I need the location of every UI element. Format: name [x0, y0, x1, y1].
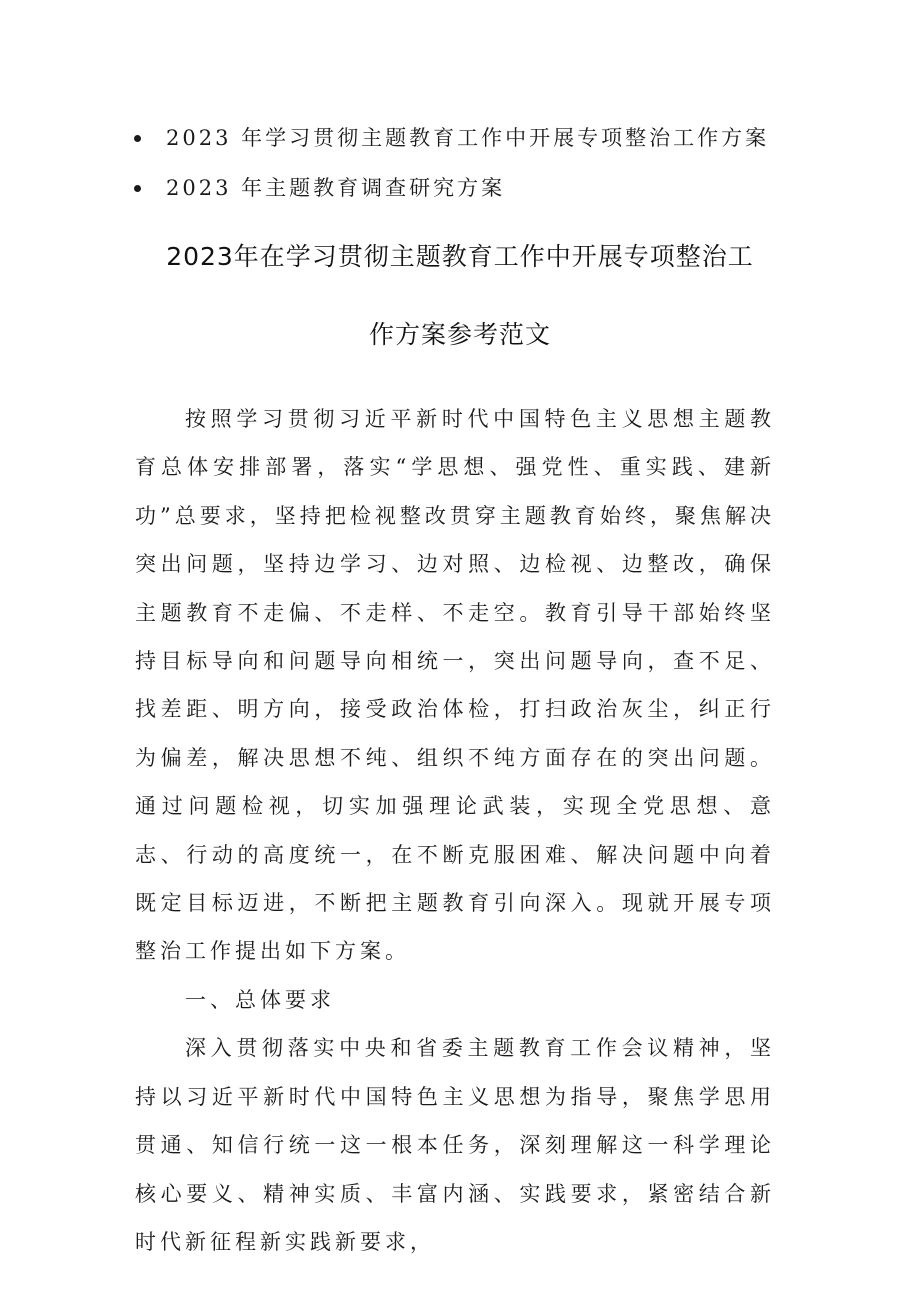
document-title-line-2: 作方案参考范文	[368, 320, 551, 349]
related-document-item[interactable]	[134, 168, 834, 218]
related-documents-list	[134, 118, 834, 218]
intro-paragraph: 按照学习贯彻习近平新时代中国特色主义思想主题教育总体安排部署，落实“学思想、强党性、重实践、建新功”总要求，坚持把检视整改贯穿主题教育始终，聚焦解决突出问题，坚持边学习、边对照、边检视、边整改，确保主题教育不走偏、不走样、不走空。教育引导干部始终坚持目标导向和问题导向相统一，突出问题导向，查不足、找差距、明方向，接受政治体检，打扫政治灰尘，纠正行为偏差，解决思想不纯、组织不纯方面存在的突出问题。通过问题检视，切实加强理论武装，实现全党思想、意志、行动的高度统一，在不断克服困难、解决问题中向着既定目标迈进，不断把主题教育引向深入。现就开展专项整治工作提出如下方案。	[135, 407, 775, 964]
related-document-item[interactable]	[134, 118, 834, 168]
related-document-label[interactable]: 2023 年主题教育调查研究方案	[166, 176, 506, 200]
body-paragraph: 深入贯彻落实中央和省委主题教育工作会议精神，坚持以习近平新时代中国特色主义思想为指导，聚焦学思用贯通、知信行统一这一根本任务，深刻理解这一科学理论核心要义、精神实质、丰富内涵、实践要求，紧密结合新时代新征程新实践新要求，	[135, 1036, 775, 1254]
section-heading: 一、总体要求	[185, 987, 335, 1012]
bullet-icon	[134, 185, 141, 192]
document-title-line-1: 2023年在学习贯彻主题教育工作中开展专项整治工	[166, 242, 754, 271]
related-document-label[interactable]: 2023 年学习贯彻主题教育工作中开展专项整治工作方案	[166, 126, 770, 150]
document-body	[135, 395, 775, 1266]
bullet-icon	[134, 135, 141, 142]
